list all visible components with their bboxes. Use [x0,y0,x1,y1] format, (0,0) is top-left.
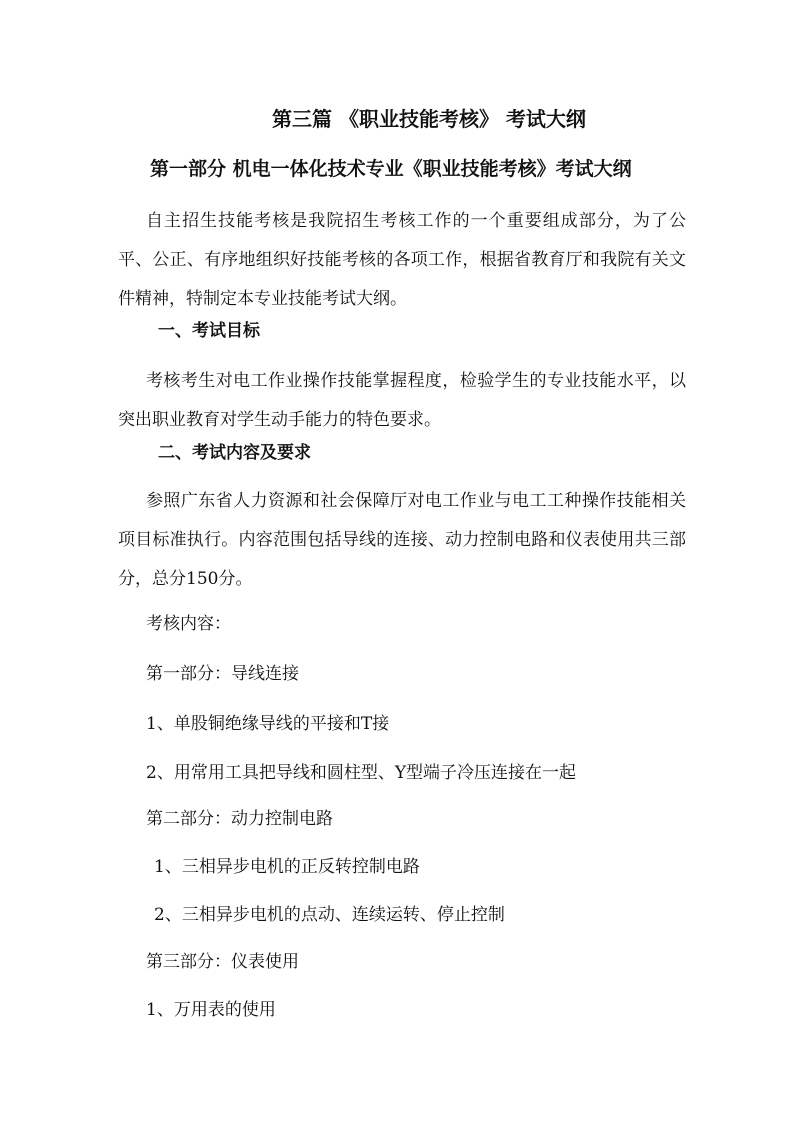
list-item: 2、用常用工具把导线和圆柱型、Y型端子冷压连接在一起 [146,763,577,783]
intro-paragraph: 自主招生技能考核是我院招生考核工作的一个重要组成部分，为了公平、公正、有序地组织好技能考核的各项工作，根据省教育厅和我院有关文件精神，特制定本专业技能考试大纲。 [118,211,686,309]
list-item: 1、三相异步电机的正反转控制电路 [154,857,420,877]
list-item: 2、三相异步电机的点动、连续运转、停止控制 [154,905,505,925]
section-heading-goal: 一、考试目标 [158,321,260,341]
section-heading-content: 二、考试内容及要求 [158,443,311,463]
content-label: 考核内容： [146,614,231,634]
section-body-content: 参照广东省人力资源和社会保障厅对电工作业与电工工种操作技能相关项目标准执行。内容范围包括导线的连接、动力控制电路和仪表使用共三部分，总分150分。 [118,491,686,589]
part1-label: 第一部分：导线连接 [146,664,299,684]
part2-label: 第二部分：动力控制电路 [146,809,333,829]
document-subtitle: 第一部分 机电一体化技术专业《职业技能考核》考试大纲 [150,158,632,180]
document-title: 第三篇 《职业技能考核》 考试大纲 [272,107,586,131]
list-item: 1、单股铜绝缘导线的平接和T接 [146,714,390,734]
list-item: 1、万用表的使用 [146,1000,276,1020]
part3-label: 第三部分：仪表使用 [146,952,299,972]
section-body-goal: 考核考生对电工作业操作技能掌握程度，检验学生的专业技能水平，以突出职业教育对学生动手能力的特色要求。 [118,371,686,430]
